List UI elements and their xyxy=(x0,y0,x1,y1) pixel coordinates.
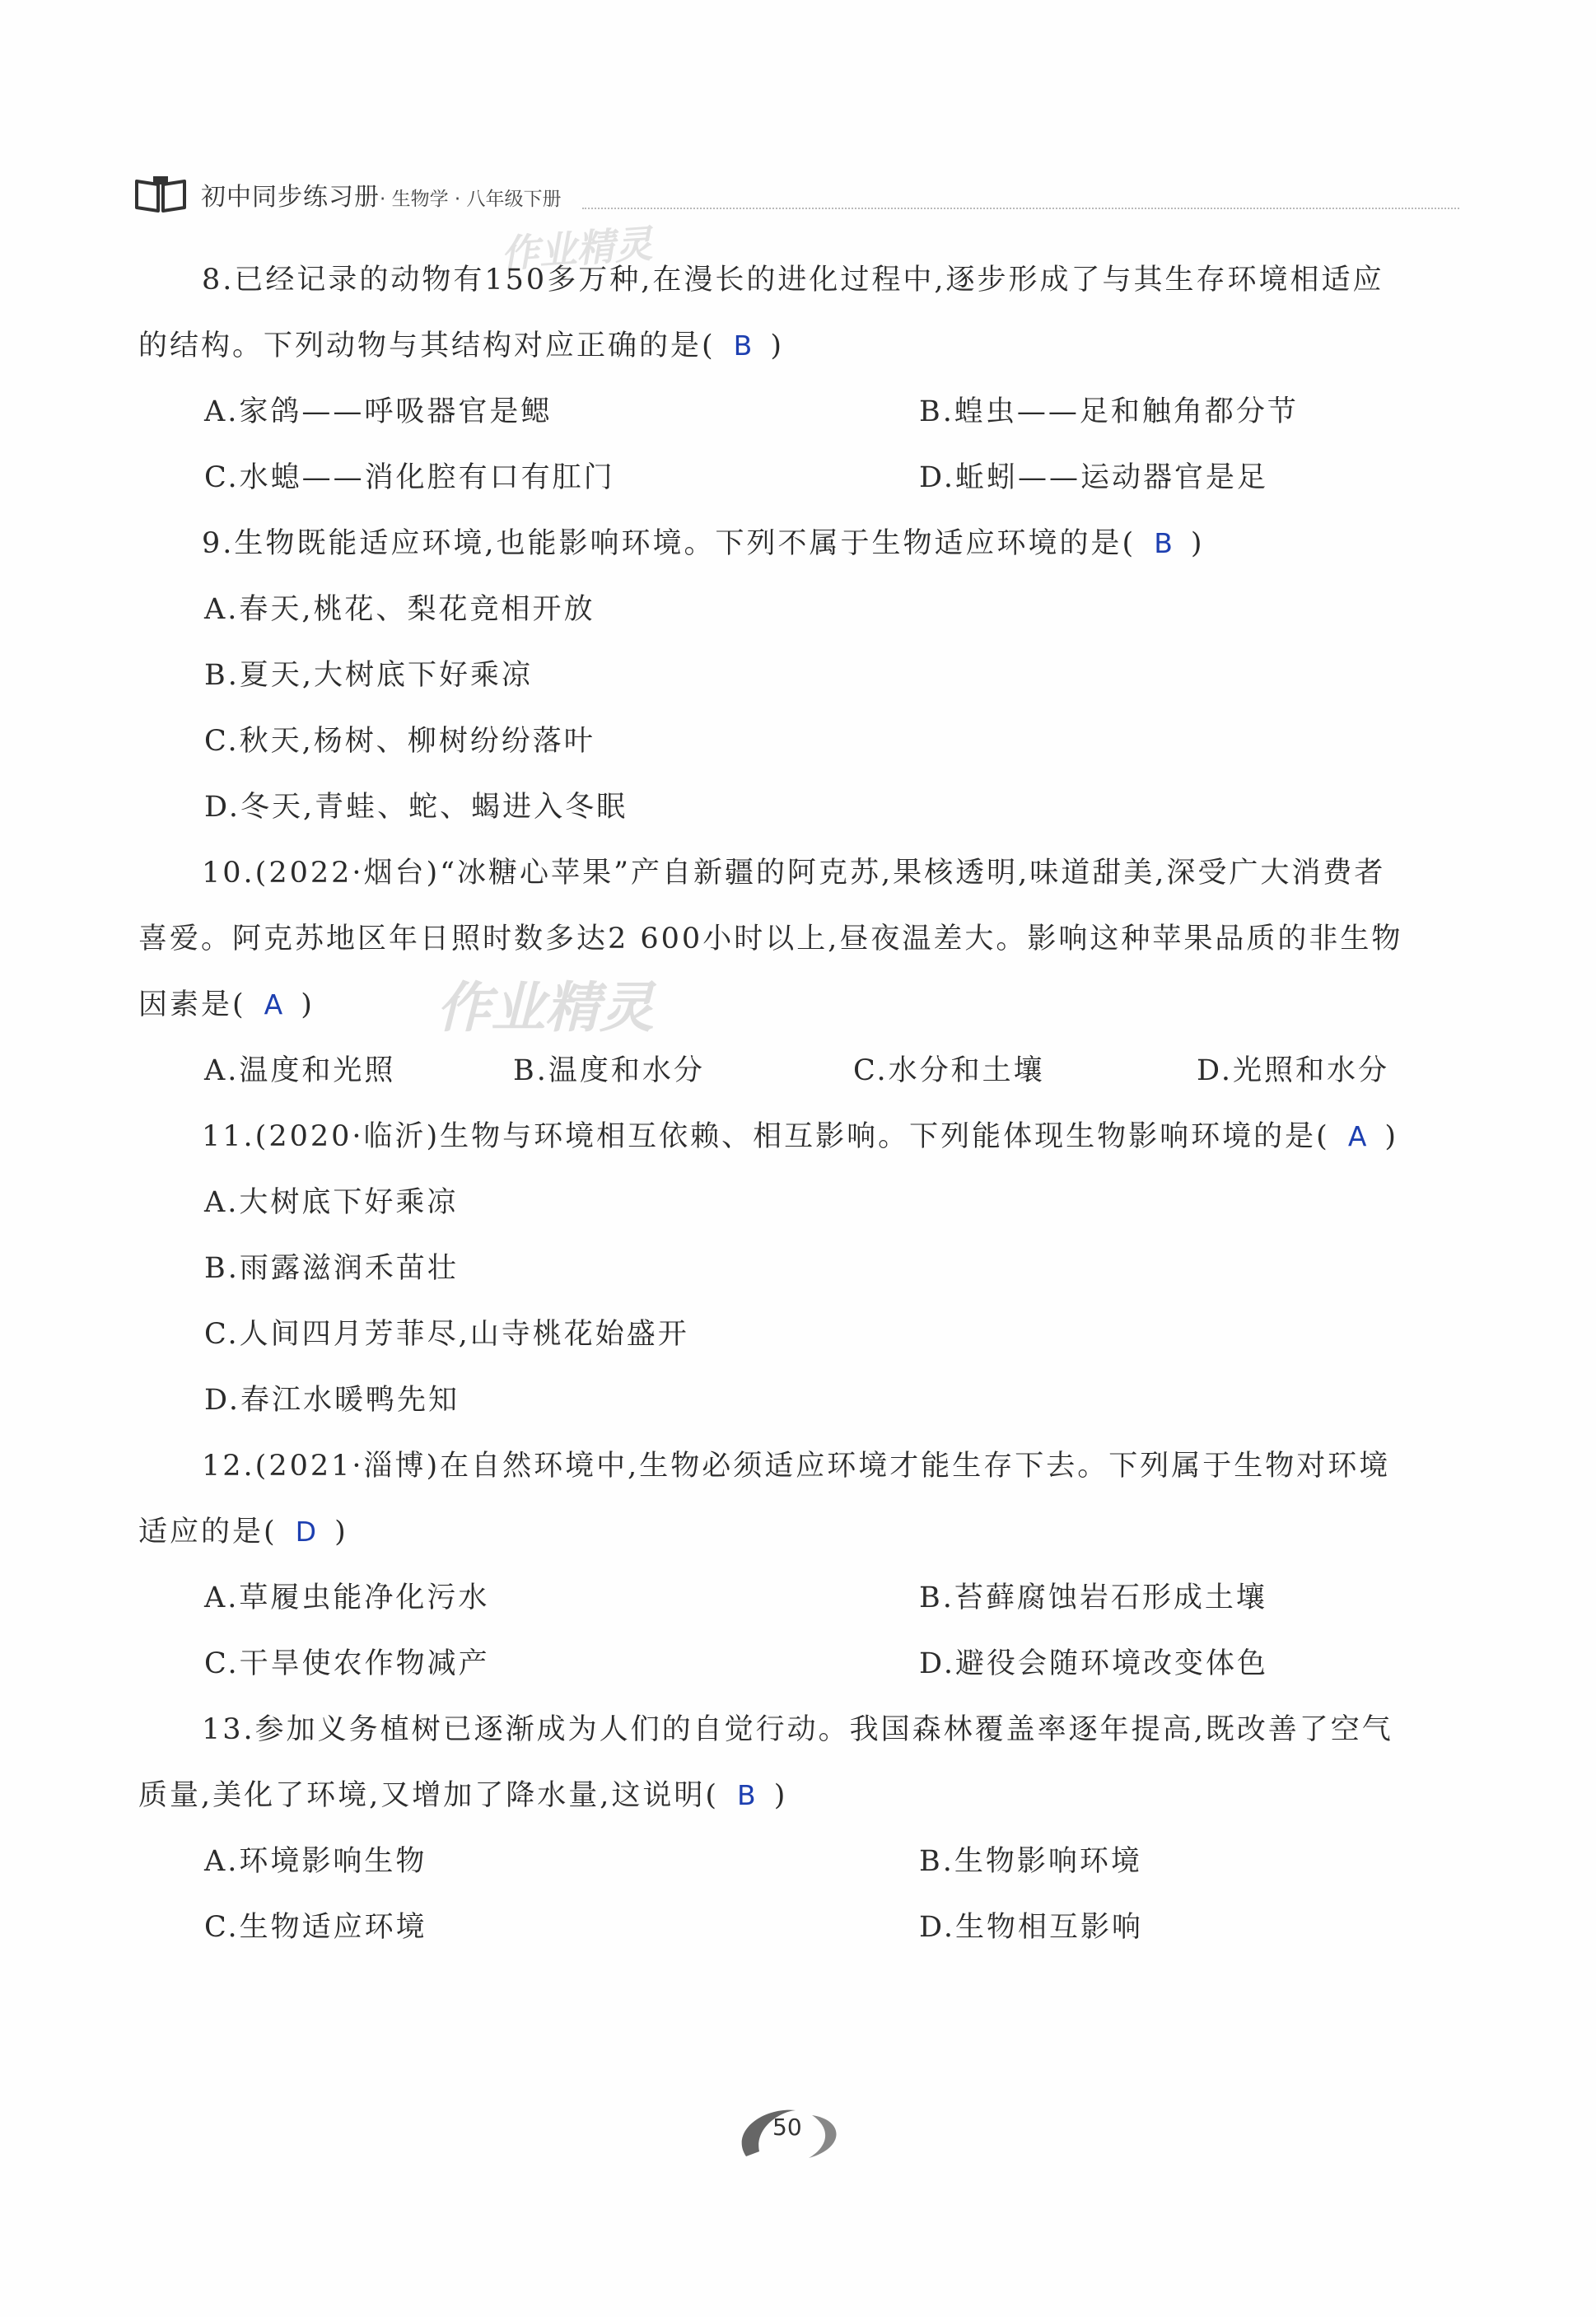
option-A: A.春天,桃花、梨花竞相开放 xyxy=(204,593,595,626)
closing-paren: ) xyxy=(770,329,784,362)
option-C: C.生物适应环境 xyxy=(204,1911,427,1944)
option-row xyxy=(138,1170,1464,1236)
question-stem-continued xyxy=(138,906,1464,972)
page-number-badge xyxy=(730,2099,853,2165)
option-row xyxy=(138,445,1464,511)
question-text: 质量,美化了环境,又增加了降水量,这说明( xyxy=(138,1779,720,1812)
question-text: 13.参加义务植树已逐渐成为人们的自觉行动。我国森林覆盖率逐年提高,既改善了空气 xyxy=(202,1713,1393,1746)
option-row xyxy=(138,642,1464,708)
option-row xyxy=(138,379,1464,445)
option-B: B.蝗虫——足和触角都分节 xyxy=(919,395,1299,428)
watermark: 作业精灵 xyxy=(436,976,654,1039)
option-D: D.春江水暖鸭先知 xyxy=(204,1384,460,1417)
question-text: 喜爱。阿克苏地区年日照时数多达2 600小时以上,昼夜温差大。影响这种苹果品质的非生物 xyxy=(138,923,1403,955)
question-stem-continued xyxy=(138,1499,1464,1565)
question-6 xyxy=(138,1697,1464,1960)
closing-paren: ) xyxy=(301,988,315,1021)
question-2 xyxy=(138,511,1464,840)
question-text: 因素是( xyxy=(138,988,246,1021)
question-5 xyxy=(138,1433,1464,1697)
option-C: C.水分和土壤 xyxy=(853,1054,1045,1087)
question-stem xyxy=(138,1433,1464,1499)
option-B: B.雨露滋润禾苗壮 xyxy=(204,1252,459,1285)
question-stem-continued xyxy=(138,972,1464,1038)
question-stem xyxy=(138,1697,1464,1763)
answer-mark: D xyxy=(295,1516,317,1548)
option-row xyxy=(138,708,1464,774)
question-4 xyxy=(138,1104,1464,1433)
option-D: D.光照和水分 xyxy=(1197,1054,1389,1087)
answer-mark: B xyxy=(737,1779,756,1811)
option-row xyxy=(138,1894,1464,1960)
question-text: 12.(2021·淄博)在自然环境中,生物必须适应环境才能生存下去。下列属于生物对环境 xyxy=(202,1450,1391,1483)
question-stem xyxy=(138,1104,1464,1170)
option-A: A.大树底下好乘凉 xyxy=(204,1186,459,1219)
option-B: B.生物影响环境 xyxy=(919,1845,1142,1878)
option-C: C.水螅——消化腔有口有肛门 xyxy=(204,461,615,494)
option-D: D.冬天,青蛙、蛇、蝎进入冬眠 xyxy=(204,791,628,824)
question-text: 的结构。下列动物与其结构对应正确的是( xyxy=(138,329,716,362)
option-A: A.草履虫能净化污水 xyxy=(204,1581,490,1614)
closing-paren: ) xyxy=(334,1516,348,1549)
page-number: 50 xyxy=(772,2114,802,2141)
option-B: B.苔藓腐蚀岩石形成土壤 xyxy=(919,1581,1267,1614)
option-row xyxy=(138,1038,1464,1104)
question-list xyxy=(138,247,1464,1960)
option-row xyxy=(138,774,1464,840)
option-C: C.干旱使农作物减产 xyxy=(204,1647,490,1680)
closing-paren: ) xyxy=(1190,527,1205,560)
question-stem-continued xyxy=(138,1763,1464,1829)
option-row xyxy=(138,1829,1464,1894)
question-3 xyxy=(138,840,1464,1104)
question-stem-continued xyxy=(138,313,1464,379)
closing-paren: ) xyxy=(773,1779,788,1812)
page-header xyxy=(133,171,1459,217)
option-B: B.夏天,大树底下好乘凉 xyxy=(204,659,533,692)
watermark: 作业精灵 xyxy=(499,221,654,277)
question-text: 9.生物既能适应环境,也能影响环境。下列不属于生物适应环境的是( xyxy=(202,527,1136,560)
answer-mark: A xyxy=(1347,1120,1367,1152)
answer-mark: B xyxy=(1154,527,1173,559)
book-icon xyxy=(133,175,188,214)
option-row xyxy=(138,1631,1464,1697)
option-D: D.蚯蚓——运动器官是足 xyxy=(919,461,1268,494)
option-A: A.温度和光照 xyxy=(204,1054,396,1087)
option-row xyxy=(138,1367,1464,1433)
question-stem xyxy=(138,247,1464,313)
answer-mark: B xyxy=(733,329,753,362)
header-divider xyxy=(582,208,1459,209)
option-A: A.环境影响生物 xyxy=(204,1845,427,1878)
option-D: D.避役会随环境改变体色 xyxy=(919,1647,1268,1680)
question-text: 8.已经记录的动物有150多万种,在漫长的进化过程中,逐步形成了与其生存环境相适应 xyxy=(202,264,1384,297)
question-text: 11.(2020·临沂)生物与环境相互依赖、相互影响。下列能体现生物影响环境的是( xyxy=(202,1120,1330,1153)
option-C: C.人间四月芳菲尽,山寺桃花始盛开 xyxy=(204,1318,689,1351)
header-title xyxy=(201,176,562,213)
option-B: B.温度和水分 xyxy=(513,1054,705,1087)
question-stem xyxy=(138,511,1464,577)
book-title: 初中同步练习册 xyxy=(201,183,380,212)
option-A: A.家鸽——呼吸器官是鳃 xyxy=(204,395,553,428)
option-row xyxy=(138,577,1464,642)
question-text: 10.(2022·烟台)“冰糖心苹果”产自新疆的阿克苏,果核透明,味道甜美,深受广大消费者 xyxy=(202,857,1386,890)
question-1 xyxy=(138,247,1464,511)
option-row xyxy=(138,1301,1464,1367)
option-C: C.秋天,杨树、柳树纷纷落叶 xyxy=(204,725,595,758)
question-text: 适应的是( xyxy=(138,1516,278,1549)
option-D: D.生物相互影响 xyxy=(919,1911,1143,1944)
question-stem xyxy=(138,840,1464,906)
answer-mark: A xyxy=(264,988,283,1021)
closing-paren: ) xyxy=(1384,1120,1399,1153)
option-row xyxy=(138,1565,1464,1631)
book-subtitle: · 生物学 · 八年级下册 xyxy=(380,189,562,210)
option-row xyxy=(138,1236,1464,1301)
